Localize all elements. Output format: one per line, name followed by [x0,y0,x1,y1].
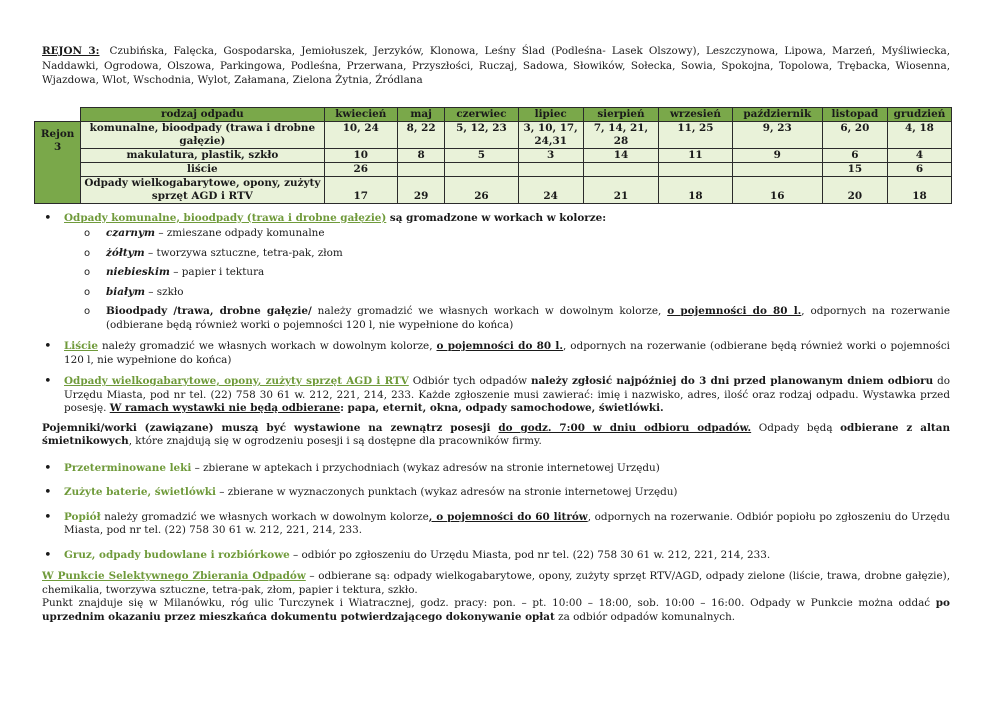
header-cell: lipiec [518,107,583,121]
containers-paragraph [42,422,950,449]
table-cell: 5 [445,148,518,162]
table-cell: 10 [324,148,397,162]
list-item-text: – zbierane w wyznaczonych punktach (wykaz adresów na stronie internetowej Urzędu) [215,486,678,498]
table-cell: 18 [887,176,951,203]
color-desc: – papier i tektura [169,266,265,278]
list-item [42,212,950,333]
header-cell: maj [398,107,445,121]
table-cell: 9 [732,148,822,162]
color-desc: – zmieszane odpady komunalne [155,227,325,239]
table-cell: 24 [518,176,583,203]
communal-waste-link[interactable]: Odpady komunalne, bioodpady (trawa i drobne gałęzie) [64,211,387,224]
containers-text: Odpady będą [751,421,841,434]
pszok-text: – odbierane są: odpady wielkogabarytowe, opony, zużyty sprzęt RTV/AGD, odpady zielone (liście, trawa, drobne gałęzie), chemikalia, tworzywa sztuczne, tetra-pak, złom, papier i tektura, szkło. [42,570,950,596]
table-cell: 11 [659,148,732,162]
sub-list-item [64,247,950,261]
header-cell: sierpień [583,107,659,121]
leaves-capacity: o pojemności do 80 l. [436,340,563,352]
table-cell [659,162,732,176]
pszok-requirement: po uprzednim okazaniu przez mieszkańca dokumentu potwierdzającego dokonywanie opłat [42,597,950,623]
containers-text: , które znajdują się w ogrodzeniu posesji i są dostępne dla pracowników firmy. [128,435,542,447]
table-cell [583,162,659,176]
list-item [42,462,950,476]
color-desc: – tworzywa sztuczne, tetra-pak, złom [144,246,343,259]
region-label: REJON 3: [42,45,100,57]
region-cell: Rejon 3 [35,121,81,203]
table-cell: 8 [398,148,445,162]
containers-location: odbierane z altan śmietnikowych [42,421,951,447]
table-cell: 7, 14, 21, 28 [583,121,659,148]
color-list [64,227,950,332]
instructions-list [42,212,950,416]
ash-capacity: , o pojemności do 60 litrów [428,510,588,523]
table-cell: liście [81,162,324,176]
header-cell: grudzień [887,107,951,121]
color-name: białym [106,285,145,298]
table-cell [732,162,822,176]
table-cell [445,162,518,176]
ash-label: Popiół [64,510,101,523]
color-name: czarnym [106,227,156,239]
table-cell: 26 [324,162,397,176]
table-cell: 14 [583,148,659,162]
bulky-waste-link[interactable]: Odpady wielkogabarytowe, opony, zużyty sprzęt AGD i RTV [64,375,409,387]
list-item-text: , odpornych na rozerwanie (odbierane będą również worki o pojemności 120 l, nie wypełnione do końca) [64,340,950,366]
table-cell: 6, 20 [822,121,887,148]
header-cell: rodzaj odpadu [81,107,324,121]
medicines-label: Przeterminowane leki [64,461,192,474]
header-cell: październik [732,107,822,121]
sub-list-item [64,266,950,280]
color-name: niebieskim [106,266,170,278]
containers-deadline: do godz. 7:00 w dniu odbioru odpadów. [498,421,752,434]
table-cell: 3 [518,148,583,162]
pszok-text: za odbiór odpadów komunalnych. [554,610,736,623]
table-cell: 6 [887,162,951,176]
table-cell: 4, 18 [887,121,951,148]
list-item [42,375,950,416]
table-cell: 20 [822,176,887,203]
blank-cell [35,107,81,121]
list-item [42,340,950,367]
table-cell: 5, 12, 23 [445,121,518,148]
table-cell: 29 [398,176,445,203]
table-cell: makulatura, plastik, szkło [81,148,324,162]
list-item [42,511,950,538]
pszok-link[interactable]: W Punkcie Selektywnego Zbierania Odpadów [42,570,306,582]
table-cell: 6 [822,148,887,162]
table-header-row [35,107,952,121]
header-cell: wrzesień [659,107,732,121]
list-item-text: – odbiór po zgłoszeniu do Urzędu Miasta, pod nr tel. (22) 758 30 61 w. 212, 221, 214, 233. [289,548,771,561]
bio-text: należy gromadzić we własnych workach w dowolnym kolorze, [311,305,668,317]
bulky-exclusions-label: W ramach wystawki nie będą odbierane [109,402,341,414]
table-row [35,148,952,162]
region-streets [42,44,950,88]
header-cell: kwiecień [324,107,397,121]
schedule-table [34,107,952,204]
table-cell: 17 [324,176,397,203]
pszok-text: Punkt znajduje się w Milanówku, róg ulic Turczynek i Wiatracznej, godz. pracy: pon. – pt. 10:00 – 18:00, sob. 10:00 – 16:00. Odpady w Punkcie można oddać [42,597,936,609]
list-item-text: – zbierane w aptekach i przychodniach (wykaz adresów na stronie internetowej Urzędu) [191,461,660,474]
color-name: żółtym [106,246,145,259]
list-item-text: są gromadzone w workach w kolorze: [386,211,607,224]
table-cell [518,162,583,176]
table-row [35,121,952,148]
table-cell: 3, 10, 17, 24,31 [518,121,583,148]
sub-list-item [64,305,950,332]
document-page [42,44,950,632]
table-cell: 9, 23 [732,121,822,148]
list-item-text: Odbiór tych odpadów [408,375,531,387]
table-row [35,162,952,176]
table-cell: 4 [887,148,951,162]
bio-text: , odpornych na rozerwanie (odbierane będą również worki o pojemności 120 l, nie wypełnione do końca) [106,305,950,331]
region-street-list: Czubińska, Falęcka, Gospodarska, Jemiołuszek, Jerzyków, Klonowa, Leśny Ślad (Podleśna- Lasek Olszowy), Leszczynowa, Lipowa, Marzeń, Myśliwiecka, Naddawki, Ogrodowa, Olszowa, Parkingowa, Podleśna, Przerwana, Przyszłości, Ruczaj, Sadowa, Słowików, Sołecka, Sowia, Spokojna, Topolowa, Trębacka, Wiosenna, Wjazdowa, Wlot, Wschodnia, Wylot, Załamana, Zielona Żytnia, Źródlana [42,45,951,86]
bio-capacity: o pojemności do 80 l. [667,305,802,317]
table-cell: Odpady wielkogabarytowe, opony, zużyty sprzęt AGD i RTV [81,176,324,203]
other-waste-list [42,462,950,563]
table-cell [398,162,445,176]
color-desc: – szkło [144,285,184,298]
sub-list-item [64,286,950,300]
table-cell: 8, 22 [398,121,445,148]
list-item-text: , odpornych na rozerwanie. Odbiór popiołu po zgłoszeniu do Urzędu Miasta, pod nr tel. (22) 758 30 61 w. 212, 221, 214, 233. [64,510,950,536]
bulky-deadline: należy zgłosić najpóźniej do 3 dni przed planowanym dniem odbioru [530,375,934,387]
leaves-link[interactable]: Liście [64,340,98,352]
list-item [42,549,950,563]
table-cell: 15 [822,162,887,176]
pszok-paragraph [42,570,950,597]
table-cell: 18 [659,176,732,203]
bio-label: Bioodpady /trawa, drobne gałęzie/ [106,305,312,317]
header-cell: listopad [822,107,887,121]
table-cell: 11, 25 [659,121,732,148]
bulky-exclusions: : papa, eternit, okna, odpady samochodowe, świetlówki. [340,402,664,414]
list-item-text: do Urzędu Miasta, pod nr tel. (22) 758 30 61 w. 212, 221, 214, 233. Każde zgłoszenie musi zawierać: imię i nazwisko, adres, ilość oraz rodzaj odpadu. Wystawka przed posesję. [64,375,950,414]
list-item-text: należy gromadzić we własnych workach w dowolnym kolorze [100,510,429,523]
table-cell: 16 [732,176,822,203]
table-cell: 26 [445,176,518,203]
table-cell: 21 [583,176,659,203]
list-item [42,486,950,500]
header-cell: czerwiec [445,107,518,121]
table-row [35,176,952,203]
containers-text: Pojemniki/worki (zawiązane) muszą być wystawione na zewnątrz posesji [42,421,499,434]
pszok-location-paragraph [42,597,950,624]
table-cell: 10, 24 [324,121,397,148]
list-item-text: należy gromadzić we własnych workach w dowolnym kolorze, [98,340,437,352]
table-cell: komunalne, bioodpady (trawa i drobne gałęzie) [81,121,324,148]
rubble-label: Gruz, odpady budowlane i rozbiórkowe [64,548,290,561]
batteries-label: Zużyte baterie, świetlówki [64,486,216,498]
sub-list-item [64,227,950,241]
